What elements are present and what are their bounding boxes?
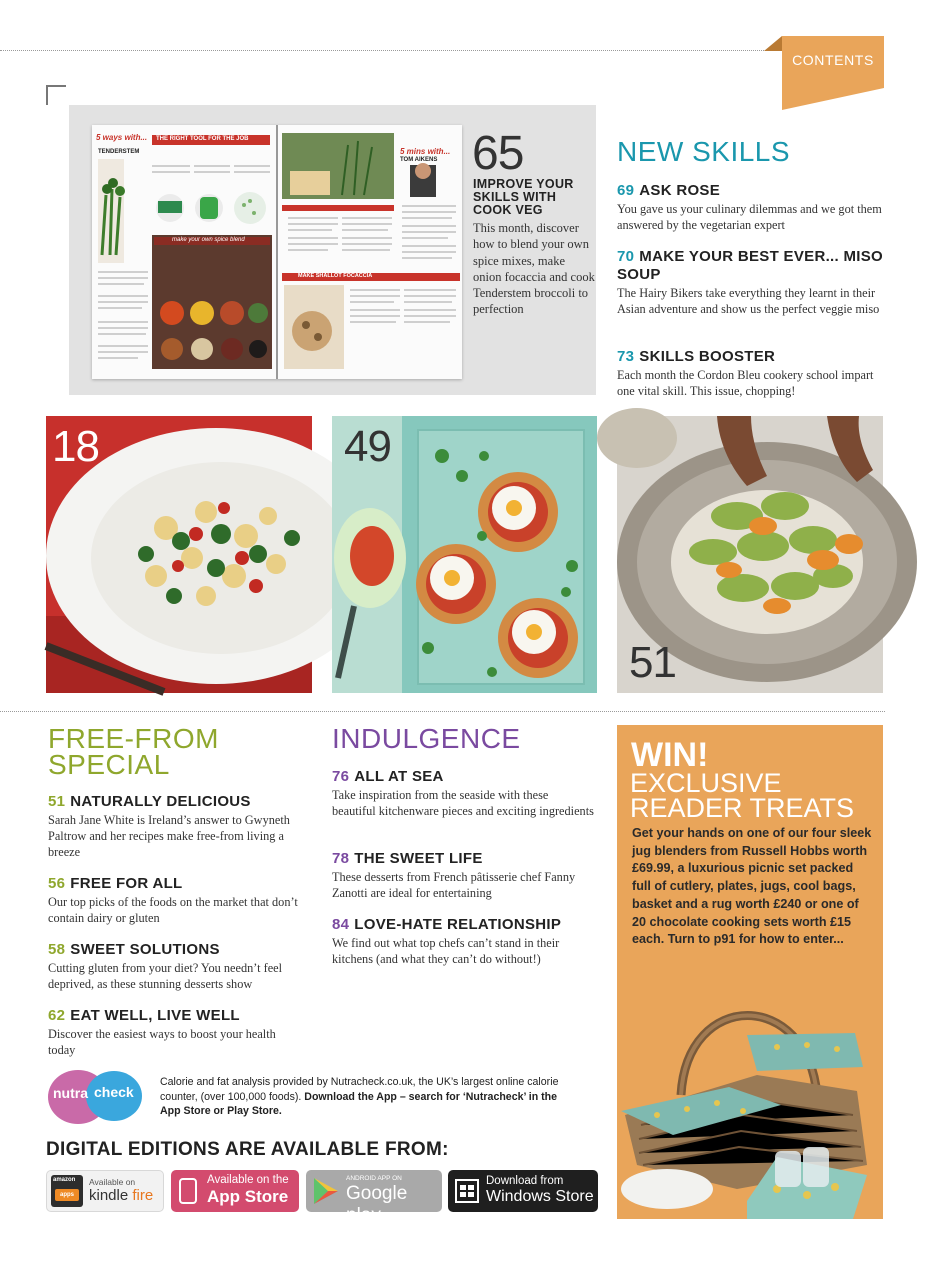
corner-mark [46, 85, 66, 105]
kindle-fire-badge[interactable] [46, 1170, 164, 1212]
apps-label: apps [55, 1189, 79, 1201]
windows-logo-icon [456, 1180, 478, 1202]
phone-icon [179, 1178, 197, 1204]
photo-page-number: 51 [629, 638, 676, 687]
win-subtitle-line1: EXCLUSIVE [630, 768, 782, 798]
contents-label: CONTENTS [792, 52, 874, 68]
spread-fold [276, 125, 278, 379]
win-description: Get your hands on one of our four sleek jug blenders from Russell Hobbs worth £69.99, a luxurious picnic set packed full of cutlery, plates, jugs, cool bags, basket and a rug worth £240 or one of 20 chocolate cooking sets worth £15 each. Turn to p91 for how to enter... [632, 826, 872, 947]
item-description: Take inspiration from the seaside with these beautiful kitchenware pieces and exciting ingredients [332, 788, 594, 819]
item-description: We find out what top chefs can’t stand in their kitchens (and what they can’t do without!) [332, 936, 560, 967]
item-page-number: 78 [332, 850, 350, 867]
item-page-number: 58 [48, 941, 66, 958]
spread-left-sub: TENDERSTEM [98, 149, 140, 155]
photo-page-number: 18 [52, 422, 99, 471]
nutracheck-logo-text-left: nutra [53, 1085, 88, 1101]
app-store-line2: App Store [207, 1187, 289, 1206]
item-description: Discover the easiest ways to boost your health today [48, 1027, 276, 1058]
item-description: These desserts from French pâtisserie chef Fanny Zanotti are ideal for entertaining [332, 870, 576, 901]
kindle-word: kindle [89, 1187, 129, 1204]
item-title: LOVE-HATE RELATIONSHIP [354, 916, 562, 933]
photo-salad[interactable] [617, 416, 883, 693]
google-line2: Google play [346, 1183, 408, 1226]
item-title: NATURALLY DELICIOUS [70, 793, 251, 810]
google-line1: ANDROID APP ON [346, 1175, 402, 1182]
new-skills-heading: NEW SKILLS [617, 136, 791, 167]
item-page-number: 62 [48, 1007, 66, 1024]
win-subtitle-line2: READER TREATS [630, 793, 855, 823]
app-store-line1: Available on the [207, 1174, 289, 1186]
spread-right-title: 5 mins with... [400, 147, 451, 156]
feature-headline[interactable]: IMPROVE YOUR SKILLS WITH COOK VEG [473, 177, 574, 217]
kindle-line1: Available on [89, 1177, 136, 1187]
spread-left-title: 5 ways with... [96, 133, 148, 142]
indulgence-item-all-at-sea[interactable] [332, 768, 594, 819]
item-description: Cutting gluten from your diet? You needn’t feel deprived, as these stunning desserts show [48, 961, 283, 992]
item-page-number: 76 [332, 768, 350, 785]
item-description: The Hairy Bikers take everything they learnt in their Asian adventure and show us the perfect veggie miso [617, 286, 880, 317]
spread-right-sub: TOM AIKENS [400, 157, 438, 163]
free-from-item-free-for-all[interactable] [48, 875, 310, 926]
indulgence-item-love-hate[interactable] [332, 916, 597, 967]
item-page-number: 70 [617, 248, 635, 265]
item-page-number: 69 [617, 182, 635, 199]
magazine-spread-thumbnail[interactable] [92, 125, 462, 379]
kindle-line2 [89, 1187, 153, 1204]
spread-spice-bar: make your own spice blend [172, 237, 245, 243]
item-title: EAT WELL, LIVE WELL [70, 1007, 240, 1024]
free-from-item-naturally-delicious[interactable] [48, 793, 310, 861]
photo-egg-tarts[interactable] [332, 416, 597, 693]
app-store-badge[interactable] [171, 1170, 299, 1212]
item-title: SWEET SOLUTIONS [70, 941, 220, 958]
fire-word: fire [132, 1187, 154, 1204]
new-skills-item-skills-booster[interactable] [617, 348, 885, 399]
contents-ribbon [764, 36, 884, 110]
item-title: FREE FOR ALL [70, 875, 183, 892]
nutracheck-text-plain: Calorie and fat analysis provided by Nutracheck.co.uk, the UK’s largest online calorie counter, (over 100,000 foods). [160, 1076, 559, 1103]
nutracheck-text-bold: Download the App – search for ‘Nutracheck’ in the App Store or Play Store. [160, 1090, 558, 1118]
win-title: WIN! [631, 736, 709, 774]
windows-store-badge[interactable] [448, 1170, 598, 1212]
free-from-heading-line2: SPECIAL [48, 749, 170, 780]
indulgence-heading: INDULGENCE [332, 723, 521, 754]
indulgence-item-sweet-life[interactable] [332, 850, 594, 901]
spread-left-tab: THE RIGHT TOOL FOR THE JOB [156, 136, 249, 142]
free-from-heading [48, 723, 219, 780]
digital-editions-heading: DIGITAL EDITIONS ARE AVAILABLE FROM: [46, 1139, 449, 1160]
item-title: ASK ROSE [639, 182, 721, 199]
top-divider [0, 50, 770, 51]
item-description: You gave us your culinary dilemmas and we got them answered by the vegetarian expert [617, 202, 882, 233]
item-title: MAKE YOUR BEST EVER... MISO SOUP [617, 248, 883, 283]
photo-page-number: 49 [344, 422, 391, 471]
item-page-number: 73 [617, 348, 635, 365]
free-from-heading-line1: FREE-FROM [48, 723, 219, 754]
middle-divider [0, 711, 885, 712]
item-title: ALL AT SEA [354, 768, 444, 785]
item-page-number: 51 [48, 793, 66, 810]
free-from-item-eat-well[interactable] [48, 1007, 288, 1058]
feature-description: This month, discover how to blend your own spice mixes, make onion focaccia and cook Tenderstem broccoli to perfection [473, 221, 595, 317]
nutracheck-logo-text-right: check [94, 1084, 134, 1100]
nutracheck-info [160, 1075, 580, 1119]
item-description: Sarah Jane White is Ireland’s answer to Gwyneth Paltrow and her recipes make free-from living a breeze [48, 813, 290, 860]
feature-page-number: 65 [472, 127, 524, 180]
item-page-number: 84 [332, 916, 350, 933]
item-page-number: 56 [48, 875, 66, 892]
item-description: Our top picks of the foods on the market that don’t contain dairy or gluten [48, 895, 298, 926]
google-play-badge[interactable] [306, 1170, 442, 1226]
win-subtitle [630, 768, 855, 823]
item-title: SKILLS BOOSTER [639, 348, 776, 365]
windows-line2: Windows Store [486, 1188, 594, 1205]
photo-pasta[interactable] [46, 416, 312, 693]
amazon-label: amazon [53, 1177, 76, 1183]
new-skills-item-ask-rose[interactable] [617, 182, 885, 233]
free-from-item-sweet-solutions[interactable] [48, 941, 310, 992]
win-promo-box[interactable] [617, 725, 883, 1219]
windows-line1: Download from [486, 1175, 564, 1187]
spread-focaccia-bar: MAKE SHALLOT FOCACCIA [298, 273, 373, 279]
picnic-basket-image [617, 975, 883, 1219]
new-skills-item-miso-soup[interactable] [617, 248, 885, 317]
item-title: THE SWEET LIFE [354, 850, 483, 867]
google-play-icon [312, 1176, 340, 1206]
item-description: Each month the Cordon Bleu cookery school impart one vital skill. This issue, chopping! [617, 368, 874, 399]
